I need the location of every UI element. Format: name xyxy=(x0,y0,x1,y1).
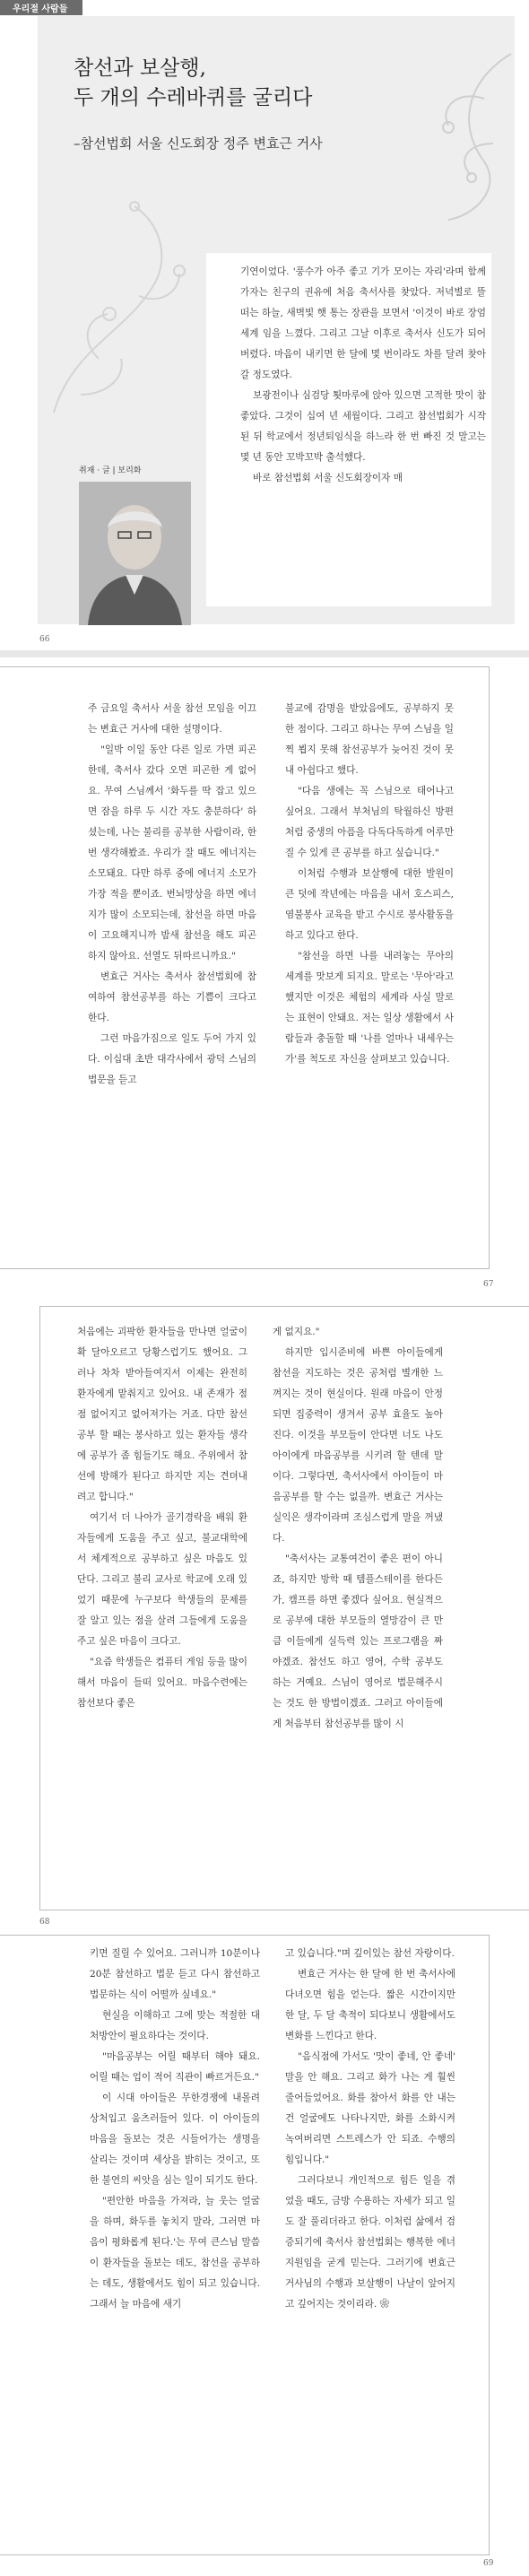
article-subtitle: –참선법회 서울 신도회장 정주 변효근 거사 xyxy=(74,135,323,152)
paragraph: 여기서 더 나아가 골기경락을 배워 환자들에게 도움을 주고 싶고, 불교대학에서 체계적으로 공부하고 싶은 마음도 있단다. 그리고 불리 교사로 학교에 오래 있었기 때문에 누구보다 학생들의 문제를 잘 알고 있는 점을 살려 그들에게 도움을 주고 싶은 마음이 크다고. xyxy=(77,1512,247,1647)
paragraph: "마음공부는 어릴 때부터 해야 돼요. 어릴 때는 업이 적어 직관이 빠르거든요." xyxy=(90,2051,260,2083)
paragraph: "축서사는 교통여건이 좋은 편이 아니죠, 하지만 방학 때 템플스테이를 한다든가, 캠프를 하면 좋겠다 싶어요. 현실적으로 공부에 대한 부모들의 열망감이 큰 만큼 이들에게 실득력 있는 프로그램을 짜야겠죠. 참선도 하고 영어, 수학 공부도 하는 거예요. 스님이 영어로 법문해주시는 것도 한 방법이겠죠. 그러고 아이들에게 처음부터 참선공부를 많이 시 xyxy=(273,1553,443,1729)
paragraph: 보광전이나 심검당 툇마루에 앉아 있으면 고적한 맛이 참 좋았다. 그것이 십여 년 세월이다. 그리고 참선법회가 시작된 뒤 학교에서 정년퇴임식을 하느라 한 번 빠진 것 말고는 몇 년 동안 꼬박꼬박 출석했다. xyxy=(240,390,486,463)
body-column-right xyxy=(273,1322,443,1735)
section-tag-label: 우리절 사람들 xyxy=(13,4,68,14)
paragraph: 그러다보니 개인적으로 힘든 일을 겪었을 때도, 금방 수용하는 자세가 되고 일도 잘 풀리더라고 한다. 이처럼 삶에서 검증되기에 축서사 참선법회는 행복한 에너지원임을 굳게 믿는다. 그러기에 변효근 거사님의 수행과 보살행이 나날이 앞어지고 깊어지는 것이리라. ❀ xyxy=(285,2175,455,2310)
paragraph: 불교에 감명을 받았음에도, 공부하지 못한 점이다. 그리고 하나는 무여 스님을 일찍 뵙지 못해 참선공부가 늦어진 것이 못내 아쉽다고 했다. xyxy=(285,703,454,776)
paragraph: 바로 참선법회 서울 신도회장이자 매 xyxy=(253,473,403,483)
paragraph: 이처럼 수행과 보살행에 대한 발원이 큰 덧에 작년에는 마음을 내서 호스피스, 염불봉사 교육을 받고 수시로 봉사활동을 하고 있다고 한다. xyxy=(285,868,454,941)
paragraph: 기연이었다. '풍수가 아주 좋고 기가 모이는 자리'라며 함께 가자는 친구의 권유에 처음 축서사를 찾았다. 저녁별로 뜰 떠는 하늘, 새벽빛 햇 통는 장관을 보면서 '이것이 바로 장엄세계 임을 느꼈다. 그리고 그날 이후로 축서사 신도가 되어 버렸다. 마음이 내키면 한 달에 몇 번이라도 차를 달려 찾아갈 정도였다. xyxy=(240,266,486,380)
body-column xyxy=(240,262,486,489)
paragraph: 변효근 거사는 한 달에 한 번 축서사에 다녀오면 힘을 얻는다. 짧은 시간이지만 한 달, 두 달 축적이 되다보니 생활에서도 변화를 느낀다고 한다. xyxy=(285,1969,455,2041)
section-tag xyxy=(0,0,82,15)
page-66 xyxy=(0,0,529,650)
paragraph: "일박 이일 동안 다른 일로 가면 피곤한데, 축서사 갔다 오면 피곤한 게 없어요. 무여 스님께서 '화두를 딱 잡고 있으면 잠을 하루 두 시간 자도 충분하다' 하셨는데, 나는 불리를 공부한 사람이라, 한번 생각해봤죠. 우리가 잘 때도 에너지는 소모돼요. 다만 하루 중에 에너지 소모가 가장 적을 뿐이죠. 번뇌망상을 하면 에너지가 많이 소모되는데, 참선을 하면 마음이 고요해지니까 밤새 참선을 해도 피곤하지 않아요. 선열도 뒤따르니까요." xyxy=(88,744,256,962)
paragraph: "편안한 마음을 가져라, 늘 웃는 얼굴을 하며, 화두를 놓치지 말라, 그러면 마음이 평화롭게 된다.'는 무여 큰스님 말씀이 환자들을 돌보는 데도, 참선을 공부하는 데도, 생활에서도 힘이 되고 있습니다. 그래서 늘 마음에 새기 xyxy=(90,2196,260,2310)
paragraph: "다음 생에는 꼭 스님으로 태어나고 싶어요. 그래서 부처님의 탁월하신 방편처럼 중생의 아픔을 다독다독하게 어루만질 수 있게 큰 공부를 하고 싶습니다." xyxy=(285,786,454,858)
body-column-left xyxy=(77,1322,247,1714)
paragraph: 고 있습니다."며 깊이있는 참선 자랑이다. xyxy=(285,1948,455,1959)
page-separator xyxy=(0,650,529,657)
paragraph: "음식점에 가서도 '맛이 좋네, 안 좋네' 말을 안 해요. 그리고 화가 나는 게 훨씬 줄어들었어요. 화를 참아서 화를 안 내는 건 얼굴에도 나타나지만, 화를 소화시켜 녹여버리면 스트레스가 안 되죠. 수행의 힘입니다." xyxy=(285,2051,455,2165)
paragraph: 게 없지요." xyxy=(273,1327,320,1337)
page-67 xyxy=(0,657,529,1299)
page-69 xyxy=(0,1931,529,2576)
paragraph: "요즘 학생들은 컴퓨터 게임 등을 많이 해서 마음이 들떠 있어요. 마음수련에는 참선보다 좋은 xyxy=(77,1657,247,1709)
portrait-photo xyxy=(79,482,191,625)
paragraph: 처음에는 괴팍한 환자들을 만나면 얼굴이 확 달아오르고 당황스럽기도 했어요. 그러나 차차 받아들여지서 이제는 완전히 환자에게 맡춰지고 있어요. 내 존재가 점점 없어지고 없어져가는 거죠. 다만 참선공부 할 때는 봉사하고 있는 환자들 생각에 공부가 좀 힘들기도 해요. 주위에서 참선에 방해가 된다고 하지만 지는 견뎌내려고 합니다." xyxy=(77,1327,247,1502)
page-68 xyxy=(0,1299,529,1931)
photo-credit: 취재 · 글 | 보리화 xyxy=(79,466,142,475)
page-number: 69 xyxy=(483,2559,494,2568)
body-column-right xyxy=(285,699,454,1070)
page-number: 68 xyxy=(39,1918,50,1927)
floral-ornament-left xyxy=(45,188,206,422)
paragraph: 현실을 이해하고 그에 맞는 적절한 대처방안이 필요하다는 것이다. xyxy=(90,2010,260,2041)
body-column-left xyxy=(88,699,256,1091)
paragraph: 그런 마음가짐으로 일도 두어 가지 있다. 이십대 초반 대각사에서 광덕 스님의 법문을 듣고 xyxy=(88,1033,256,1085)
paragraph: 하지만 입시준비에 바쁜 아이들에게 참선을 지도하는 것은 공처럼 별개한 느껴지는 것이 현실이다. 원래 마음이 안정되면 집중력이 생겨서 공부 효율도 높아진다. 이것을 부모들이 안다면 너도 나도 아이에게 마음공부를 시키려 할 텐데 말이다. 그렇다면, 축서사에서 아이들이 마음공부를 할 수는 없을까. 변효근 거사는 실익은 생각이라며 조심스럽게 말을 꺼냈다. xyxy=(273,1347,443,1544)
body-column-left xyxy=(90,1944,260,2315)
paragraph: 변효근 거사는 축서사 참선법회에 참여하여 참선공부를 하는 기쁨이 크다고 한다. xyxy=(88,971,256,1023)
body-column-right xyxy=(285,1944,455,2315)
page-number: 67 xyxy=(483,1280,494,1289)
floral-ornament-right xyxy=(395,45,520,224)
paragraph: 이 시대 아이들은 무한경쟁에 내몰려 상처입고 움츠러들어 있다. 이 아이들의 마음을 돌보는 것은 시들어가는 생명을 살리는 것이며 세상을 밝히는 것이고, 또한 불연의 씨앗을 심는 일이 되기도 한다. xyxy=(90,2093,260,2186)
paragraph: 키면 질릴 수 있어요. 그러니까 10분이나 20분 참선하고 법문 듣고 다시 참선하고 법문하는 식이 어떨까 싶네요." xyxy=(90,1948,260,2000)
paragraph: 주 금요일 축서사 서울 참선 모임을 이끄는 변효근 거사에 대한 설명이다. xyxy=(88,703,256,735)
portrait-illustration xyxy=(79,482,191,625)
paragraph: "참선을 하면 나를 내려놓는 무아의 세계를 맛보게 되지요. 말로는 '무아'라고 했지만 이것은 체험의 세계라 사실 말로는 표현이 안돼요. 저는 일상 생활에서 사람들과 충돌할 때 '나를 얼마나 내세우는가'를 척도로 자신을 살펴보고 있습니다. xyxy=(285,951,454,1065)
article-title: 참선과 보살행, 두 개의 수레바퀴를 굴리다 xyxy=(74,57,313,109)
page-number: 66 xyxy=(39,635,50,644)
